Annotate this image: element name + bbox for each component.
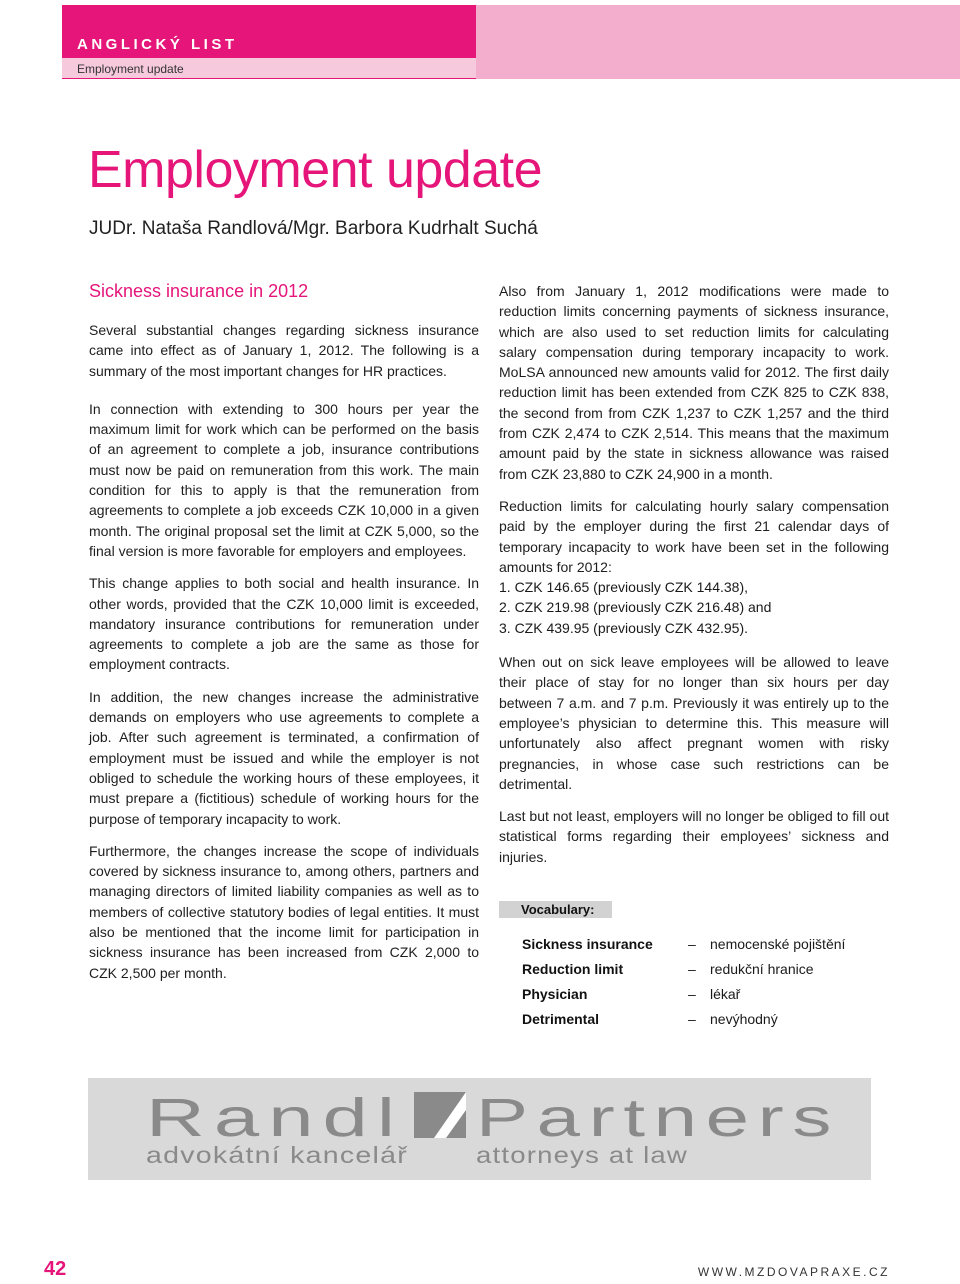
left-column <box>89 281 479 995</box>
vocabulary-label: Vocabulary: <box>499 901 612 918</box>
vocabulary-table <box>522 932 845 1032</box>
vocab-dash: – <box>688 1011 696 1028</box>
page-number: 42 <box>44 1258 67 1280</box>
vocab-translation: redukční hranice <box>710 961 814 978</box>
randl-partners-logo <box>88 1078 871 1180</box>
sponsor-logo-banner <box>88 1078 871 1180</box>
list-item: 3. CZK 439.95 (previously CZK 432.95). <box>499 619 749 636</box>
table-row <box>522 932 845 957</box>
logo-tagline-left: advokátní kancelář <box>146 1142 409 1168</box>
list-item: 2. CZK 219.98 (previously CZK 216.48) and <box>499 599 772 616</box>
article-authors: JUDr. Nataša Randlová/Mgr. Barbora Kudrhalt Suchá <box>89 218 538 239</box>
vocab-dash: – <box>688 986 696 1003</box>
vocab-term: Sickness insurance <box>522 936 653 953</box>
paragraph: In connection with extending to 300 hours per year the maximum limit for work which can be performed on the basis of an agreement to complete a job, insurance contributions must now be paid on remuneration from this work. The main condition for this to apply is that the remuneration from agreements to complete a job exceeds CZK 10,000 in a given month. The original proposal set the limit at CZK 5,000, so the final version is more favorable for employers and employees. <box>89 400 479 559</box>
table-row <box>522 1007 845 1032</box>
paragraph: Several substantial changes regarding sickness insurance came into effect as of January 1, 2012. The following is a summary of the most important changes for HR practices. <box>89 322 479 379</box>
paragraph: When out on sick leave employees will be allowed to leave their place of stay for no longer than six hours per day between 7 a.m. and 7 p.m. Previously it was entirely up to the employee’s physician to determine this. This measure will unfortunately also affect pregnant women with risky pregnancies, in whose case such restrictions can be detrimental. <box>499 654 889 792</box>
vocab-translation: nemocenské pojištění <box>710 936 846 953</box>
page-title: Employment update <box>88 141 542 199</box>
paragraph: In addition, the new changes increase the administrative demands on employers who use agreements to complete a job. After such agreement is terminated, a confirmation of employment must be issued and while the employer is not obliged to schedule the working hours of these employees, it must prepare a (fictitious) schedule of working hours for the purpose of temporary incapacity to work. <box>89 688 479 827</box>
amount-list <box>499 577 889 638</box>
logo-slash-icon <box>414 1092 466 1138</box>
section-heading: Sickness insurance in 2012 <box>89 281 309 301</box>
paragraph: Last but not least, employers will no longer be obliged to fill out statistical forms regarding their employees’ sickness and injuries. <box>499 808 889 865</box>
vocab-term: Reduction limit <box>522 961 624 978</box>
list-item: 1. CZK 146.65 (previously CZK 144.38), <box>499 579 749 596</box>
paragraph: This change applies to both social and health insurance. In other words, provided that the CZK 10,000 limit is exceeded, mandatory insurance contributions for remuneration under agreements to complete a job are the same as those for employment contracts. <box>89 575 479 673</box>
vocab-term: Physician <box>522 986 588 1003</box>
website-url: WWW.MZDOVAPRAXE.CZ <box>697 1265 890 1279</box>
right-column <box>499 281 889 1032</box>
vocab-translation: lékař <box>710 986 741 1003</box>
vocab-term: Detrimental <box>522 1011 600 1028</box>
table-row <box>522 982 845 1007</box>
logo-name-left: Randl <box>146 1088 404 1148</box>
paragraph: Furthermore, the changes increase the scope of individuals covered by sickness insurance to, among others, partners and managing directors of limited liability companies as well as to members of collective statutory bodies of legal entities. It must also be mentioned that the income limit for participation in sickness insurance has been increased from CZK 2,000 to CZK 2,500 per month. <box>89 842 479 981</box>
section-subtitle: Employment update <box>77 62 184 76</box>
vocab-dash: – <box>688 936 696 953</box>
table-row <box>522 957 845 982</box>
header-band-light <box>476 5 960 79</box>
logo-tagline-right: attorneys at law <box>476 1142 688 1168</box>
vocab-dash: – <box>688 961 696 978</box>
paragraph: Reduction limits for calculating hourly salary compensation paid by the employer during the first 21 calendar days of temporary incapacity to work have been set in the following amounts for 2012: <box>499 497 889 575</box>
logo-name-right: Partners <box>476 1088 840 1148</box>
section-label: ANGLICKÝ LIST <box>77 36 238 53</box>
paragraph: Also from January 1, 2012 modifications were made to reduction limits concerning payments of sickness insurance, which are also used to set reduction limits for calculating salary compensation during temporary incapacity to work. MoLSA announced new amounts valid for 2012. The first daily reduction limit has been extended from CZK 825 to CZK 838, the second from from CZK 1,237 to CZK 1,257 and the third from CZK 2,474 to CZK 2,514. This means that the maximum amount paid by the state in sickness allowance was raised from CZK 23,880 to CZK 24,900 in a month. <box>499 283 889 482</box>
vocab-translation: nevýhodný <box>710 1011 778 1028</box>
